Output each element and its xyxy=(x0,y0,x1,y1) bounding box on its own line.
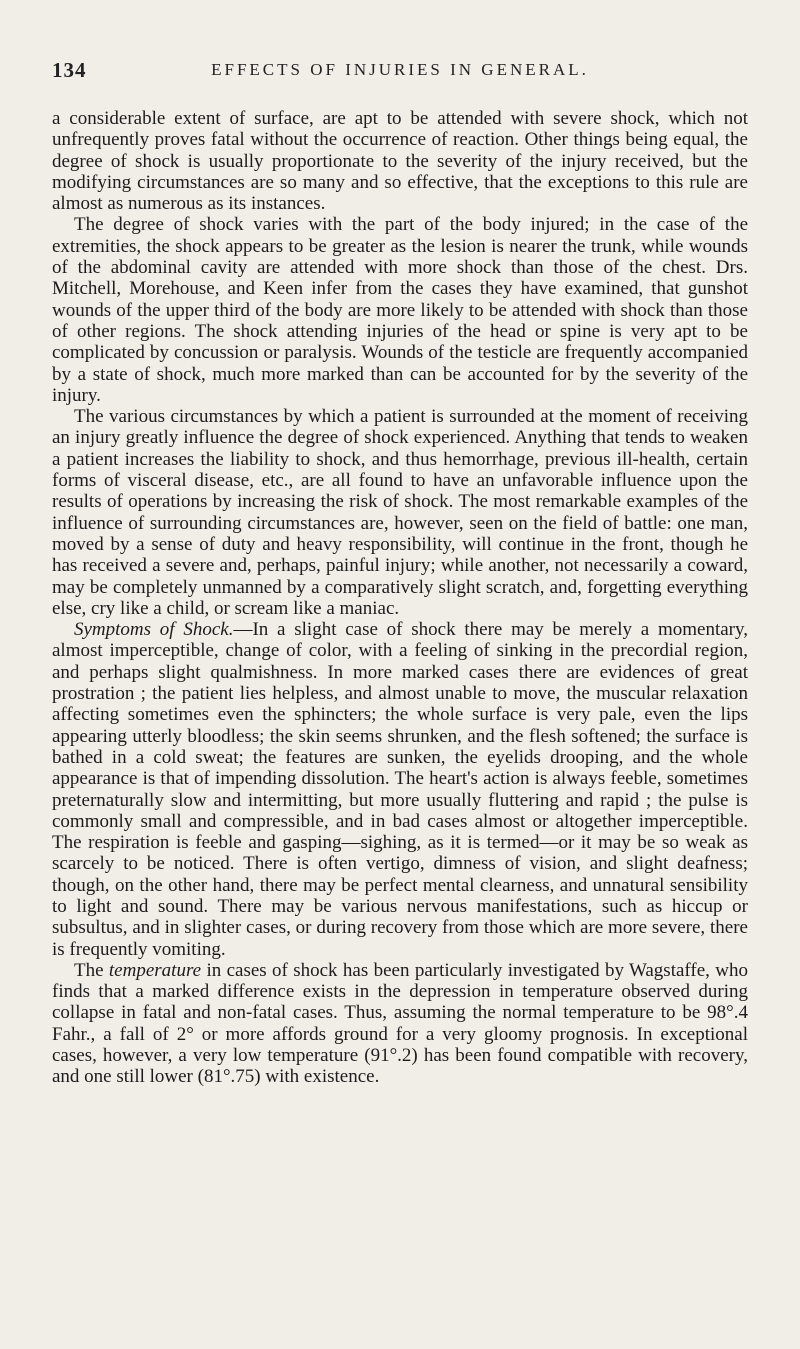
page-number: 134 xyxy=(52,58,87,82)
body-text xyxy=(52,108,748,1088)
paragraph xyxy=(52,619,748,960)
paragraph-text: a considerable extent of surface, are apt to be attended with severe shock, which not unfrequently proves fatal without the occurrence of reaction. Other things being equal, the degree of shock is usually proportionate to the severity of the injury received, but the modifying circumstances are so many and so effective, that the exceptions to this rule are almost as numerous as its instances. xyxy=(52,108,748,215)
emphasis-temperature: temperature xyxy=(108,959,202,981)
paragraph-text: —In a slight case of shock there may be merely a momentary, almost imperceptible, change of color, with a feeling of sinking in the precordial region, and perhaps slight qualmishness. In more marked cases there are evidences of great prostration ; the patient lies helpless, and almost unable to move, the muscular relaxation affecting sometimes even the sphincters; the whole surface is very pale, even the lips appearing utterly bloodless; the skin seems shrunken, and the flesh softened; the surface is bathed in a cold sweat; the features are sunken, the eyelids drooping, and the whole appearance is that of impending dissolution. The heart's action is always feeble, sometimes preternaturally slow and intermitting, but more usually fluttering and rapid ; the pulse is commonly small and compressible, and in bad cases almost or altogether imperceptible. The respiration is feeble and gasping—sighing, as it is termed—or it may be so weak as scarcely to be noticed. There is often vertigo, dimness of vision, and slight deafness; though, on the other hand, there may be perfect mental clearness, and unnatural sensibility to light and sound. There may be various nervous manifestations, such as hiccup or subsultus, and in slighter cases, or during recovery from those which are more severe, there is frequently vomiting. xyxy=(52,619,748,960)
paragraph xyxy=(52,960,748,1088)
paragraph xyxy=(52,108,748,214)
paragraph-prefix: The xyxy=(74,959,109,981)
paragraph-text: The degree of shock varies with the part of the body injured; in the case of the extremities, the shock appears to be greater as the lesion is nearer the trunk, while wounds of the abdominal cavity are attended with more shock than those of the chest. Drs. Mitchell, Morehouse, and Keen infer from the cases they have examined, that gunshot wounds of the upper third of the body are more likely to be attended with shock than those of other regions. The shock attending injuries of the head or spine is very apt to be complicated by concussion or paralysis. Wounds of the testicle are frequently accompanied by a state of shock, much more marked than can be accounted for by the severity of the injury. xyxy=(52,214,748,406)
page-header xyxy=(52,58,748,88)
running-head: EFFECTS OF INJURIES IN GENERAL. xyxy=(211,60,589,79)
section-heading-symptoms: Symptoms of Shock. xyxy=(74,619,234,641)
paragraph-text: The various circumstances by which a patient is surrounded at the moment of receiving an injury greatly influence the degree of shock experienced. Anything that tends to weaken a patient increases the liability to shock, and thus hemorrhage, previous ill-health, certain forms of visceral disease, etc., are all found to have an unfavorable influence upon the results of operations by increasing the risk of shock. The most remarkable examples of the influence of surrounding circumstances are, however, seen on the field of battle: one man, moved by a sense of duty and heavy responsibility, will continue in the front, though he has received a severe and, perhaps, painful injury; while another, not necessarily a coward, may be completely unmanned by a comparatively slight scratch, and, forgetting everything else, cry like a child, or scream like a maniac. xyxy=(52,406,748,619)
paragraph xyxy=(52,406,748,619)
paragraph xyxy=(52,214,748,406)
paragraph-text: in cases of shock has been particularly investigated by Wagstaffe, who finds that a marked difference exists in the depression in temperature observed during collapse in fatal and non-fatal cases. Thus, assuming the normal temperature to be 98°.4 Fahr., a fall of 2° or more affords ground for a very gloomy prognosis. In exceptional cases, however, a very low temperature (91°.2) has been found compatible with recovery, and one still lower (81°.75) with existence. xyxy=(52,959,748,1088)
